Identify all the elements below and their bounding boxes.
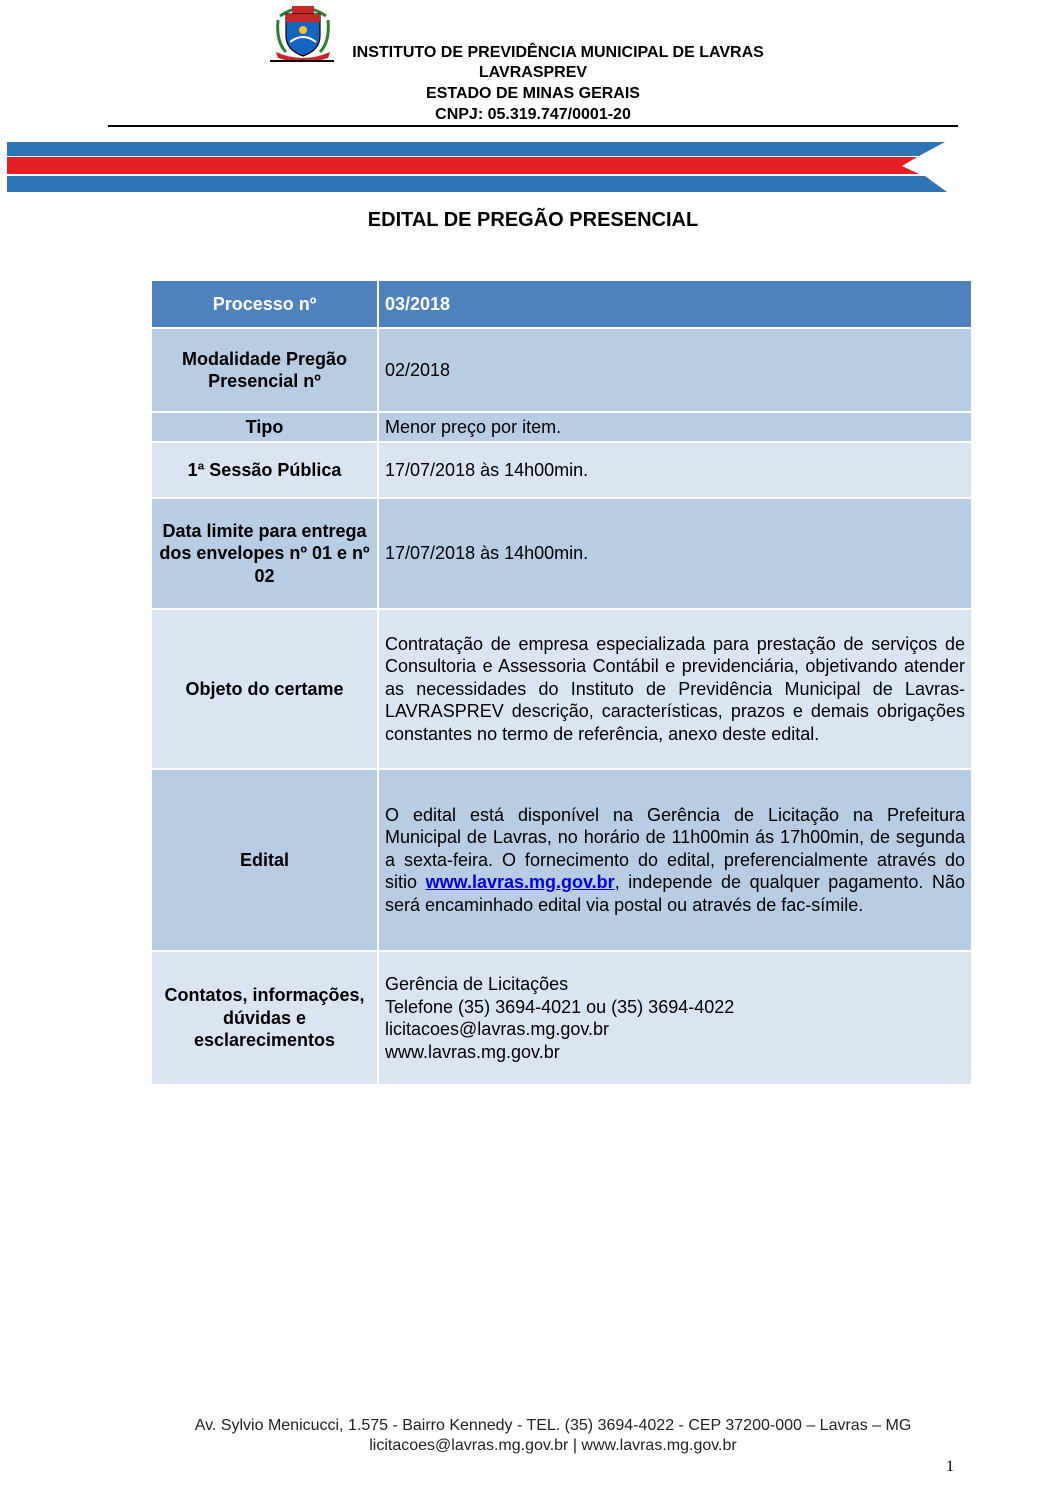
table-row	[151, 412, 972, 442]
table-row	[151, 609, 972, 769]
edital-summary-table	[150, 279, 973, 1086]
edital-text-after: , independe de qualquer pagamento. Não será encaminhado edital via postal ou através de fac-símile.	[385, 872, 965, 915]
table-row	[151, 769, 972, 951]
processo-label: Processo nº	[151, 280, 378, 328]
contato-phone: Telefone (35) 3694-4021 ou (35) 3694-4022	[385, 996, 735, 1017]
table-row	[151, 280, 972, 328]
header-stripes	[7, 140, 947, 195]
objeto-label: Objeto do certame	[151, 609, 378, 769]
footer-address: Av. Sylvio Menicucci, 1.575 - Bairro Kennedy - TEL. (35) 3694-4022 - CEP 37200-000 – Lavras – MG	[194, 1417, 912, 1434]
processo-value: 03/2018	[378, 280, 972, 328]
header-divider	[108, 125, 958, 127]
edital-value	[378, 769, 972, 951]
sessao-label: 1ª Sessão Pública	[151, 442, 378, 498]
edital-label: Edital	[151, 769, 378, 951]
edital-text-before: O edital está disponível na Gerência de Licitação na Prefeitura Municipal de Lavras, no horário de 11h00min ás 17h00min, de segunda a sexta-feira. O fornecimento do edital, preferencialmente através do sitio	[385, 804, 965, 893]
contato-site: www.lavras.mg.gov.br	[385, 1041, 560, 1062]
data-limite-label: Data limite para entrega dos envelopes nº 01 e nº 02	[151, 498, 378, 609]
tipo-label: Tipo	[151, 412, 378, 442]
table-row	[151, 442, 972, 498]
contato-email: licitacoes@lavras.mg.gov.br	[385, 1019, 610, 1039]
sessao-value: 17/07/2018 às 14h00min.	[378, 442, 972, 498]
table-row	[151, 498, 972, 609]
cnpj: CNPJ: 05.319.747/0001-20	[435, 106, 631, 123]
table-row	[151, 328, 972, 412]
modalidade-label: Modalidade Pregão Presencial nº	[151, 328, 378, 412]
page-number: 1	[946, 1458, 954, 1475]
contatos-value	[378, 951, 972, 1085]
contatos-label: Contatos, informações, dúvidas e esclarecimentos	[151, 951, 378, 1085]
state-name: ESTADO DE MINAS GERAIS	[426, 85, 640, 102]
contato-line: Gerência de Licitações	[385, 974, 569, 994]
institute-name: INSTITUTO DE PREVIDÊNCIA MUNICIPAL DE LAVRAS	[352, 44, 764, 61]
table-row	[151, 951, 972, 1085]
document-title: EDITAL DE PREGÃO PRESENCIAL	[367, 209, 699, 231]
tipo-value: Menor preço por item.	[378, 412, 972, 442]
modalidade-value: 02/2018	[378, 328, 972, 412]
data-limite-value: 17/07/2018 às 14h00min.	[378, 498, 972, 609]
objeto-value: Contratação de empresa especializada para prestação de serviços de Consultoria e Assessoria Contábil e previdenciária, objetivando atender as necessidades do Instituto de Previdência Municipal de Lavras- LAVRASPREV descrição, características, prazos e demais obrigações constantes no termo de referência, anexo deste edital.	[378, 609, 972, 769]
institute-acronym: LAVRASPREV	[478, 64, 588, 81]
footer-contact: licitacoes@lavras.mg.gov.br | www.lavras.mg.gov.br	[369, 1437, 737, 1454]
site-link[interactable]: www.lavras.mg.gov.br	[425, 872, 615, 893]
